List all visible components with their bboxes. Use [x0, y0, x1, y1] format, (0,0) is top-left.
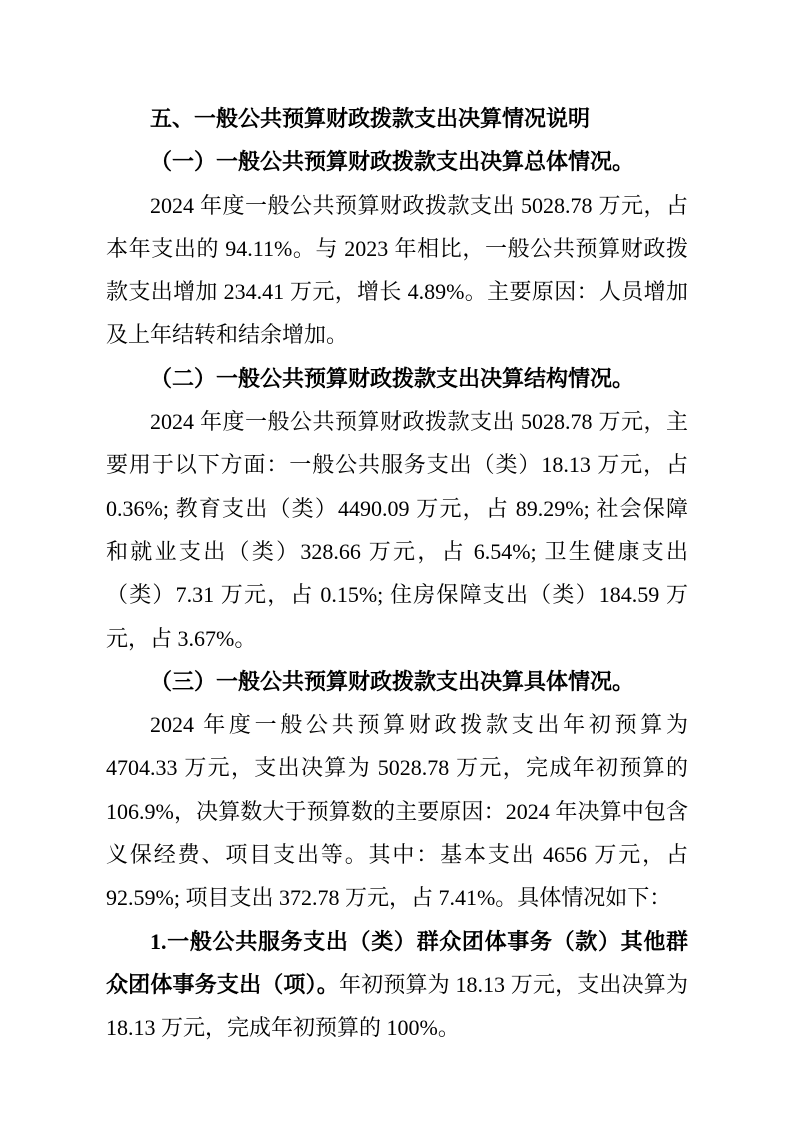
item-1-text: 年初预算为 18.13 万元，支出决算为 18.13 万元，完成年初预算的 100%。 [106, 971, 688, 1041]
section-1-paragraph: 2024 年度一般公共预算财政拨款支出 5028.78 万元，占本年支出的 94.11%。与 2023 年相比，一般公共预算财政拨款支出增加 234.41 万元，增长 4.89%。主要原因：人员增加及上年结转和结余增加。 [106, 192, 688, 348]
item-1-paragraph [106, 920, 688, 1050]
item-1-bold-title: 1.一般公共服务支出（类）群众团体事务（款）其他群众团体事务支出（项）。 [106, 928, 688, 997]
main-heading: 五、一般公共预算财政拨款支出决算情况说明 [150, 106, 591, 131]
section-2-paragraph: 2024 年度一般公共预算财政拨款支出 5028.78 万元，主要用于以下方面：一般公共服务支出（类）18.13 万元，占 0.36%; 教育支出（类）4490.09 万元，占 89.29%; 社会保障和就业支出（类）328.66 万元，占 6.54%; 卫生健康支出（类）7.31 万元，占 0.15%; 住房保障支出（类）184.59 万元，占 3.67%。 [106, 409, 688, 651]
section-3-heading: （三）一般公共预算财政拨款支出决算具体情况。 [150, 668, 635, 694]
section-1-heading: （一）一般公共预算财政拨款支出决算总体情况。 [150, 149, 635, 175]
section-2-heading: （二）一般公共预算财政拨款支出决算结构情况。 [150, 365, 635, 391]
document-body [106, 97, 688, 1050]
section-3-paragraph: 2024 年度一般公共预算财政拨款支出年初预算为 4704.33 万元，支出决算为 5028.78 万元，完成年初预算的 106.9%，决算数大于预算数的主要原因：2024 年决算中包含义保经费、项目支出等。其中：基本支出 4656 万元，占 92.59%; 项目支出 372.78 万元，占 7.41%。具体情况如下： [106, 712, 688, 911]
